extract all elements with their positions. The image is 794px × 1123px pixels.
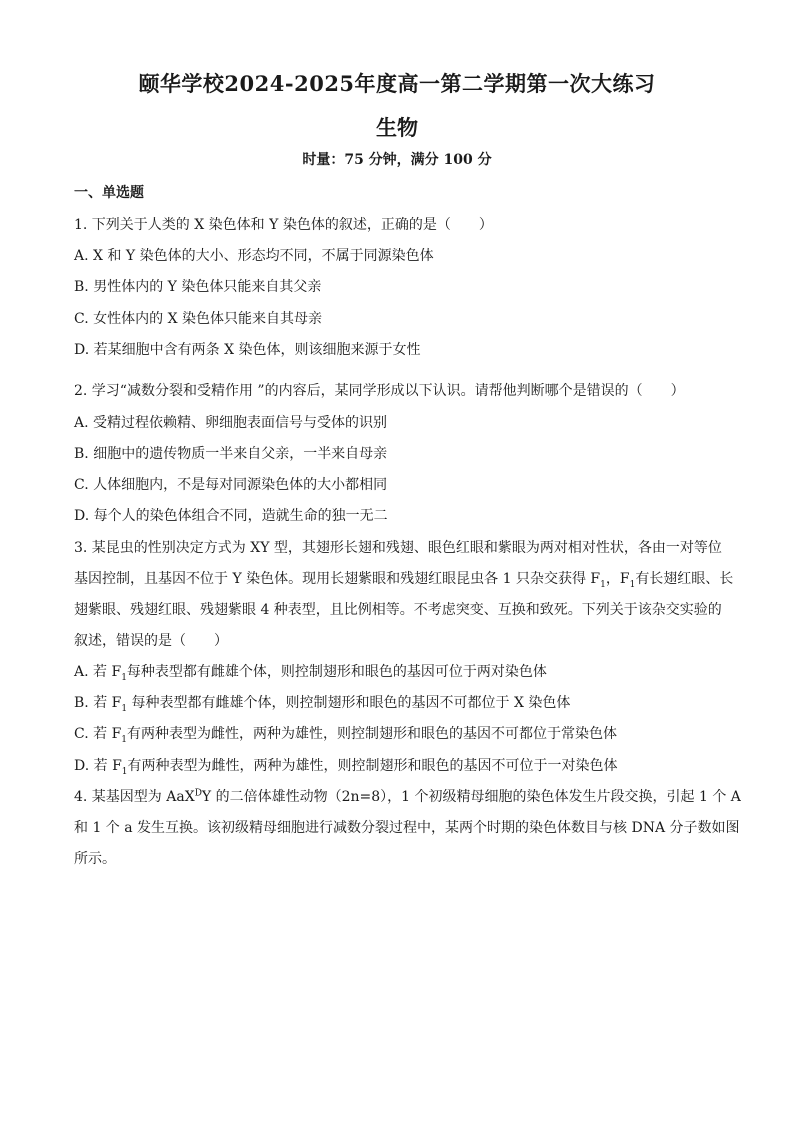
- section-title: 一、单选题: [74, 185, 144, 201]
- question-3-stem-line-2: [74, 568, 734, 590]
- option-b-prefix: B. 若 F: [74, 695, 122, 711]
- question-3-stem-line-2-mid: ，F: [605, 571, 630, 587]
- subject-title: 生物: [376, 115, 418, 140]
- question-3-option-b: [74, 692, 724, 714]
- question-1-stem: 1. 下列关于人类的 X 染色体和 Y 染色体的叙述，正确的是（ ）: [74, 217, 493, 233]
- question-4-stem-end: Y 的二倍体雄性动物（2n=8），1 个初级精母细胞的染色体发生片段交换，引起 1 个 A: [201, 789, 741, 805]
- subscript-1: 1: [121, 766, 128, 777]
- question-1-option-a: A. X 和 Y 染色体的大小、形态均不同，不属于同源染色体: [74, 248, 434, 264]
- question-1-option-d: D. 若某细胞中含有两条 X 染色体，则该细胞来源于女性: [74, 342, 421, 358]
- question-3-option-a: [74, 661, 724, 683]
- option-d-text: 有两种表型为雌性，两种为雄性，则控制翅形和眼色的基因不可位于一对染色体: [127, 758, 618, 774]
- question-1-option-c: C. 女性体内的 X 染色体只能来自其母亲: [74, 311, 322, 327]
- question-1-option-b: B. 男性体内的 Y 染色体只能来自其父亲: [74, 279, 322, 295]
- question-3-stem-line-2-start: 基因控制，且基因不位于 Y 染色体。现用长翅紫眼和残翅红眼昆虫各 1 只杂交获得 F: [74, 571, 601, 587]
- option-c-prefix: C. 若 F: [74, 726, 122, 742]
- question-4-stem-line-1: [74, 786, 741, 806]
- option-d-prefix: D. 若 F: [74, 758, 122, 774]
- question-3-option-d: [74, 755, 724, 777]
- question-4-stem-line-2: 和 1 个 a 发生互换。该初级精母细胞进行减数分裂过程中，某两个时期的染色体数目与核 DNA 分子数如图: [74, 820, 740, 836]
- option-a-prefix: A. 若 F: [74, 664, 122, 680]
- subscript-1: 1: [629, 579, 636, 590]
- question-3-stem-line-3: 翅紫眼、残翅红眼、残翅紫眼 4 种表型，且比例相等。不考虑突变、互换和致死。下列关于该杂交实验的: [74, 602, 722, 618]
- question-2-option-c: C. 人体细胞内，不是每对同源染色体的大小都相同: [74, 477, 388, 493]
- exam-title: 颐华学校2024-2025年度高一第二学期第一次大练习: [138, 71, 656, 96]
- question-3-option-c: [74, 723, 724, 745]
- superscript-d: D: [194, 788, 202, 799]
- time-info: 时量：75 分钟，满分 100 分: [302, 152, 492, 168]
- subscript-1: 1: [121, 703, 128, 714]
- option-a-text: 每种表型都有雌雄个体，则控制翅形和眼色的基因可位于两对染色体: [126, 664, 547, 680]
- subscript-1: 1: [121, 734, 128, 745]
- question-4-stem-start: 4. 某基因型为 AaX: [74, 789, 195, 805]
- question-3-stem-line-1: 3. 某昆虫的性别决定方式为 XY 型，其翅形长翅和残翅、眼色红眼和紫眼为两对相对性状，各由一对等位: [74, 540, 722, 556]
- question-3-stem-line-4: 叙述，错误的是（ ）: [74, 633, 228, 649]
- question-2-option-a: A. 受精过程依赖精、卵细胞表面信号与受体的识别: [74, 415, 388, 431]
- option-c-text: 有两种表型为雌性，两种为雄性，则控制翅形和眼色的基因不可都位于常染色体: [127, 726, 618, 742]
- subscript-1: 1: [600, 579, 606, 590]
- subscript-1: 1: [121, 672, 127, 683]
- question-4-stem-line-3: 所示。: [74, 851, 116, 867]
- question-2-option-d: D. 每个人的染色体组合不同，造就生命的独一无二: [74, 508, 388, 524]
- question-2-option-b: B. 细胞中的遗传物质一半来自父亲，一半来自母亲: [74, 446, 388, 462]
- option-b-text: 每种表型都有雌雄个体，则控制翅形和眼色的基因不可都位于 X 染色体: [127, 695, 571, 711]
- question-2-stem: 2. 学习“减数分裂和受精作用 ”的内容后，某同学形成以下认识。请帮他判断哪个是错误的（ ）: [74, 383, 685, 399]
- question-3-stem-line-2-end: 有长翅红眼、长: [635, 571, 734, 587]
